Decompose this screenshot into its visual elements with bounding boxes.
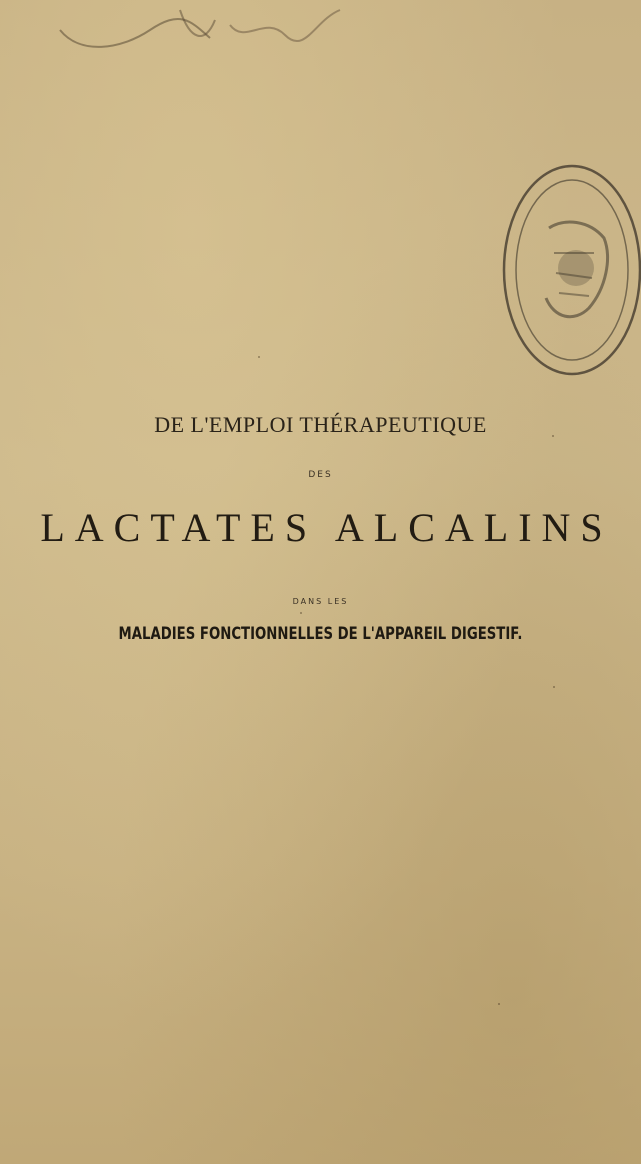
title-line-dans-les: DANS LES — [292, 597, 349, 606]
library-stamp — [494, 158, 641, 386]
title-line-des: DES — [308, 470, 333, 480]
title-line-maladies: MALADIES FONCTIONNELLES DE L'APPAREIL DIGESTIF. — [118, 624, 523, 644]
handwritten-inscription — [40, 0, 420, 60]
title-line-lactates-alcalins: LACTATES ALCALINS — [40, 505, 613, 550]
title-line-de-l-emploi: DE L'EMPLOI THÉRAPEUTIQUE — [154, 412, 487, 437]
